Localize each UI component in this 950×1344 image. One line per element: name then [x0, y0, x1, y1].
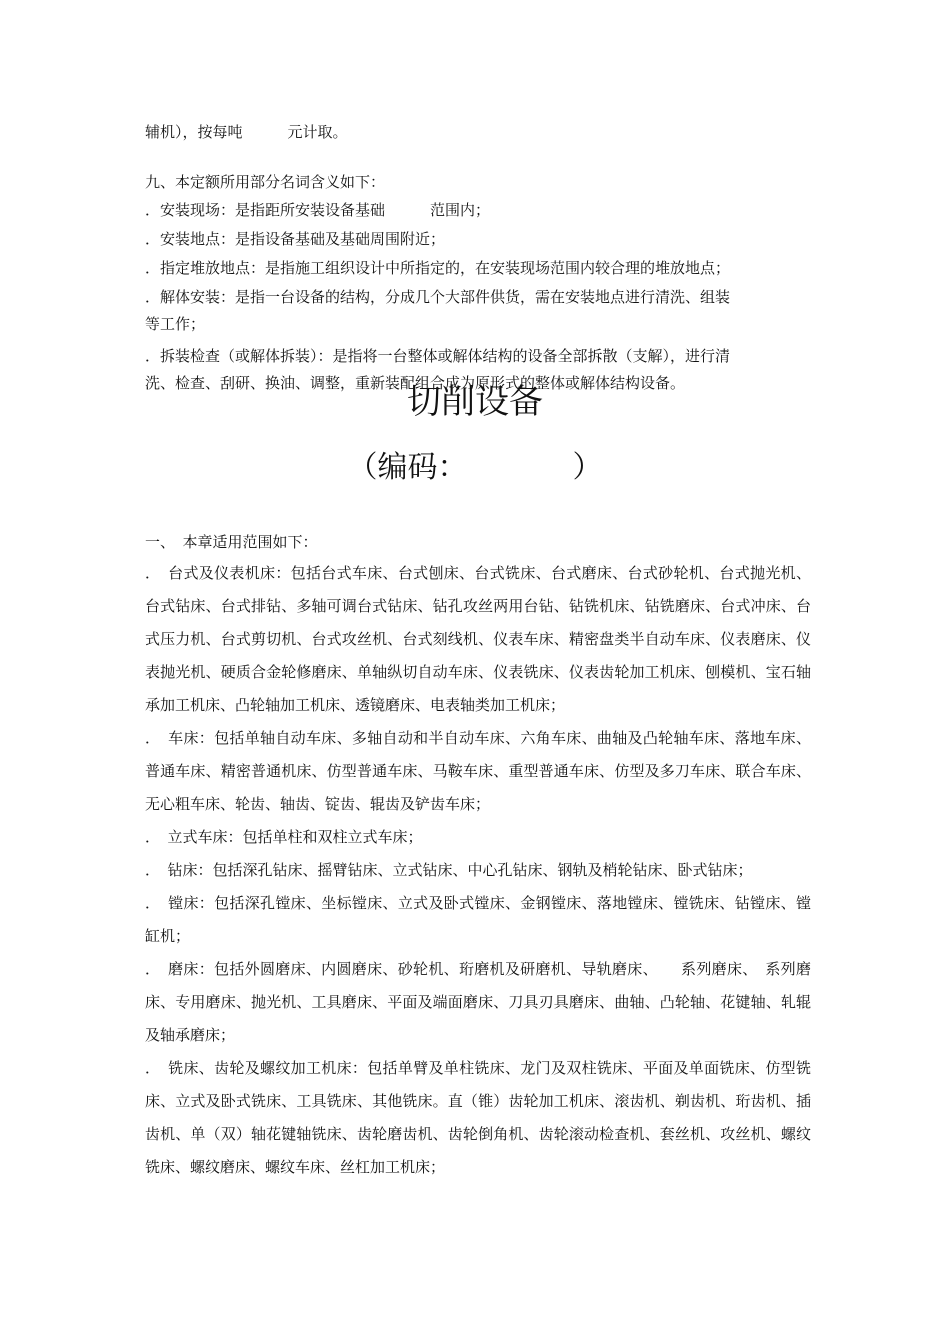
scope-list [145, 557, 811, 1184]
scope-item-lathes: ． 车床：包括单轴自动车床、多轴自动和半自动车床、六角车床、曲轴及凸轮轴车床、落地车床、普通车床、精密普通机床、仿型普通车床、马鞍车床、重型普通车床、仿型及多刀车床、联合车床、无心粗车床、轮齿、轴齿、锭齿、辊齿及铲齿车床； [145, 729, 811, 813]
definition-disassembled-install-cont: 等工作； [145, 315, 206, 333]
definition-dismantle-check-cont: 洗、检查、刮研、换油、调整，重新装配组合成为原形式的整体或解体结构设备。 [145, 374, 686, 392]
scope-item-milling-gear-thread: ． 铣床、齿轮及螺纹加工机床：包括单臂及单柱铣床、龙门及双柱铣床、平面及单面铣床、仿型铣床、立式及卧式铣床、工具铣床、其他铣床。直（锥）齿轮加工机床、滚齿机、剃齿机、珩齿机、插齿机、单（双）轴花键轴铣床、齿轮磨齿机、齿轮倒角机、齿轮滚动检查机、套丝机、攻丝机、螺纹铣床、螺纹磨床、螺纹车床、丝杠加工机床； [145, 1059, 811, 1176]
scope-item-grinding-machines: ． 磨床：包括外圆磨床、内圆磨床、砂轮机、珩磨机及研磨机、导轨磨床、 系列磨床、 系列磨床、专用磨床、抛光机、工具磨床、平面及端面磨床、刀具刃具磨床、曲轴、凸轮轴、花键轴、轧辊及轴承磨床； [145, 960, 811, 1044]
definition-install-location: ．安装地点：是指设备基础及基础周围附近； [145, 230, 446, 248]
scope-item-boring-machines: ． 镗床：包括深孔镗床、坐标镗床、立式及卧式镗床、金钢镗床、落地镗床、镗铣床、钻镗床、镗缸机； [145, 894, 811, 945]
chapter-code: （编码： ） [347, 450, 603, 485]
scope-item-drilling-machines: ． 钻床：包括深孔钻床、摇臂钻床、立式钻床、中心孔钻床、钢轨及梢轮钻床、卧式钻床； [145, 861, 753, 879]
scope-item-vertical-lathes: ． 立式车床：包括单柱和双柱立式车床； [145, 828, 423, 846]
definition-install-site: ．安装现场：是指距所安装设备基础 范围内； [145, 201, 491, 219]
scope-heading: 一、 本章适用范围如下： [145, 533, 318, 551]
definition-disassembled-install: ．解体安装：是指一台设备的结构，分成几个大部件供货，需在安装地点进行清洗、组装 [145, 288, 731, 306]
scope-item-bench-instrument-lathes: ． 台式及仪表机床：包括台式车床、台式刨床、台式铣床、台式磨床、台式砂轮机、台式抛光机、台式钻床、台式排钻、多轴可调台式钻床、钻孔攻丝两用台钻、钻铣机床、钻铣磨床、台式冲床、台式压力机、台式剪切机、台式攻丝机、台式刻线机、仪表车床、精密盘类半自动车床、仪表磨床、仪表抛光机、硬质合金轮修磨床、单轴纵切自动车床、仪表铣床、仪表齿轮加工机床、刨模机、宝石轴承加工机床、凸轮轴加工机床、透镜磨床、电表轴类加工机床； [145, 564, 811, 714]
chapter-title: 切削设备 [407, 382, 543, 422]
notes-heading: 九、本定额所用部分名词含义如下： [145, 173, 386, 191]
text-line: 辅机），按每吨 元计取。 [145, 123, 348, 141]
definition-storage-location: ．指定堆放地点：是指施工组织设计中所指定的，在安装现场范围内较合理的堆放地点； [145, 259, 731, 277]
definition-dismantle-check: ．拆装检查（或解体拆装）：是指将一台整体或解体结构的设备全部拆散（支解），进行清 [145, 347, 731, 365]
